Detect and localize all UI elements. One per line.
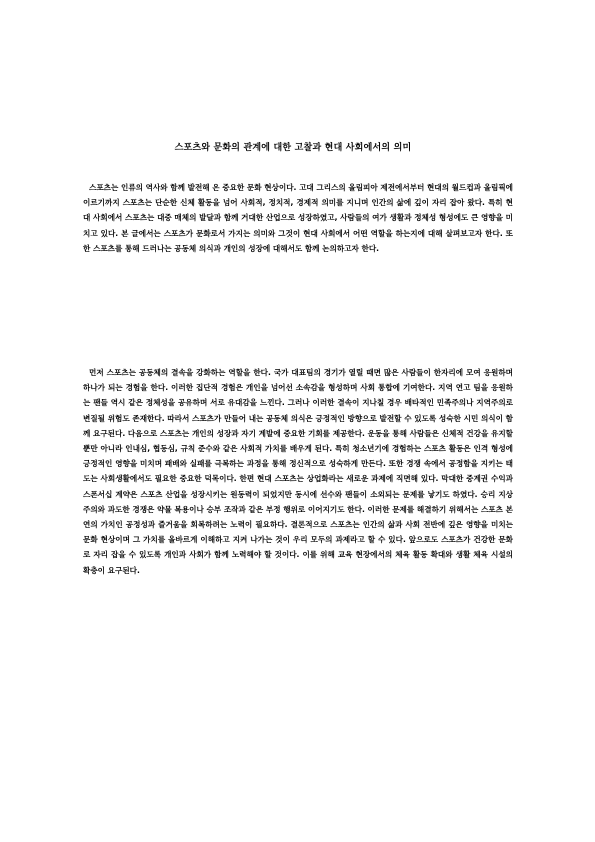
paragraph-2: 먼저 스포츠는 공동체의 결속을 강화하는 역할을 한다. 국가 대표팀의 경기가 열릴 때면 많은 사람들이 한자리에 모여 응원하며 하나가 되는 경험을 한다. 이러한 집단적 경험은 개인을 넘어선 소속감을 형성하며 사회 통합에 기여한다. 지역 연고 팀을 응원하는 팬들 역시 같은 정체성을 공유하며 서로 유대감을 느낀다. 그러나 이러한 결속이 지나칠 경우 배타적인 민족주의나 지역주의로 변질될 위험도 존재한다. 따라서 스포츠가 만들어 내는 공동체 의식은 긍정적인 방향으로 발전할 수 있도록 성숙한 시민 의식이 함께 요구된다. 다음으로 스포츠는 개인의 성장과 자기 계발에 중요한 기회를 제공한다. 운동을 통해 사람들은 신체적 건강을 유지할 뿐만 아니라 인내심, 협동심, 규칙 준수와 같은 사회적 가치를 배우게 된다. 특히 청소년기에 경험하는 스포츠 활동은 인격 형성에 긍정적인 영향을 미치며 패배와 실패를 극복하는 과정을 통해 정신적으로 성숙하게 만든다. 또한 경쟁 속에서 공정함을 지키는 태도는 사회생활에서도 필요한 중요한 덕목이다. 한편 현대 스포츠는 상업화라는 새로운 과제에 직면해 있다. 막대한 중계권 수익과 스폰서십 계약은 스포츠 산업을 성장시키는 원동력이 되었지만 동시에 선수와 팬들이 소외되는 문제를 낳기도 하였다. 승리 지상주의와 과도한 경쟁은 약물 복용이나 승부 조작과 같은 부정 행위로 이어지기도 한다. 이러한 문제를 해결하기 위해서는 스포츠 본연의 가치인 공정성과 즐거움을 회복하려는 노력이 필요하다. 결론적으로 스포츠는 인간의 삶과 사회 전반에 깊은 영향을 미치는 문화 현상이며 그 가치를 올바르게 이해하고 지켜 나가는 것이 우리 모두의 과제라고 할 수 있다. 앞으로도 스포츠가 건강한 문화로 자리 잡을 수 있도록 개인과 사회가 함께 노력해야 할 것이다. 이를 위해 교육 현장에서의 체육 활동 확대와 생활 체육 시설의 확충이 요구된다.: [83, 368, 513, 575]
paragraph-1: 스포츠는 인류의 역사와 함께 발전해 온 중요한 문화 현상이다. 고대 그리스의 올림피아 제전에서부터 현대의 월드컵과 올림픽에 이르기까지 스포츠는 단순한 신체 활동을 넘어 사회적, 정치적, 경제적 의미를 지니며 인간의 삶에 깊이 자리 잡아 왔다. 특히 현대 사회에서 스포츠는 대중 매체의 발달과 함께 거대한 산업으로 성장하였고, 사람들의 여가 생활과 정체성 형성에도 큰 영향을 미치고 있다. 본 글에서는 스포츠가 문화로서 가지는 의미와 그것이 현대 사회에서 어떤 역할을 하는지에 대해 살펴보고자 한다. 또한 스포츠를 통해 드러나는 공동체 의식과 개인의 성장에 대해서도 함께 논의하고자 한다.: [83, 183, 513, 253]
document-title: 스포츠와 문화의 관계에 대한 고찰과 현대 사회에서의 의미: [174, 143, 412, 153]
